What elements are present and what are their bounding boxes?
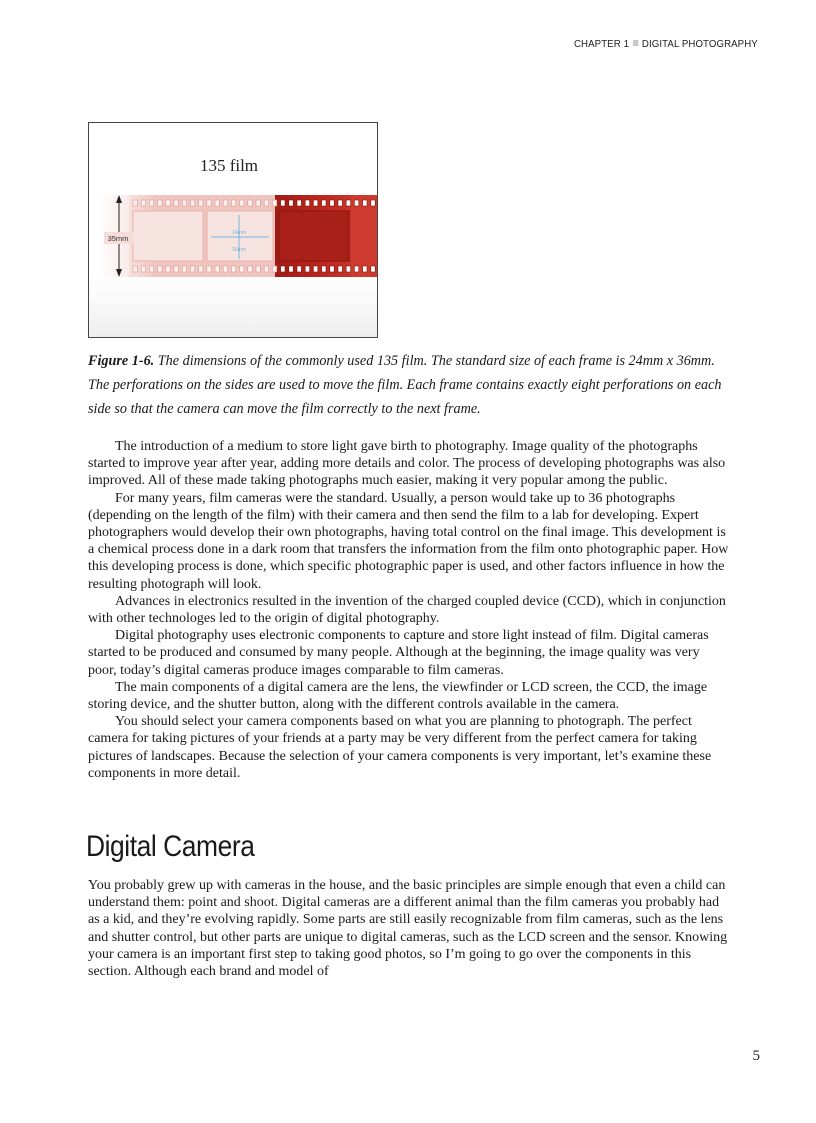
perforation <box>256 200 260 206</box>
body-text <box>88 438 730 782</box>
perforation <box>371 200 375 206</box>
perforation <box>264 200 268 206</box>
perforation <box>133 200 137 206</box>
perforation <box>354 200 358 206</box>
perforation <box>199 200 203 206</box>
perforation <box>215 266 219 272</box>
paragraph: Advances in electronics resulted in the invention of the charged coupled device (CCD), which in conjunction with other technologes led to the origin of digital photography. <box>88 593 726 627</box>
perforation <box>297 266 301 272</box>
perforation <box>149 266 153 272</box>
perforation <box>223 200 227 206</box>
frame-length-label: 36mm <box>232 247 246 253</box>
perforation <box>256 266 260 272</box>
chapter-title: DIGITAL PHOTOGRAPHY <box>642 38 758 50</box>
perforation <box>305 266 309 272</box>
perforation <box>141 266 145 272</box>
paragraph: You probably grew up with cameras in the house, and the basic principles are simple enough that even a child can understand them: point and shoot. Digital cameras are a different animal than the film cameras you probably had as a kid, and they’re evolving rapidly. Some parts are still easily recognizable from film cameras, such as the lens and shutter control, but other parts are unique to digital cameras, such as the LCD screen and the sensor. Knowing your camera is an important first step to taking good photos, so I’m going to go over the components in this section. Although each brand and model of <box>88 878 728 980</box>
perforation <box>313 266 317 272</box>
perforation <box>199 266 203 272</box>
perforation <box>223 266 227 272</box>
perforation <box>281 266 285 272</box>
page-number: 5 <box>752 1048 760 1064</box>
figure-title: 135 film <box>199 156 259 175</box>
perforation <box>141 200 145 206</box>
perforation <box>354 266 358 272</box>
perforation <box>133 266 137 272</box>
perforation <box>272 266 276 272</box>
perforation <box>330 266 334 272</box>
perforation <box>338 266 342 272</box>
perforation <box>240 200 244 206</box>
paragraph: The introduction of a medium to store light gave birth to photography. Image quality of the photographs started to improve year after year, adding more details and color. The process of developing photographs was also improved. All of these made taking photographs much easier, making it very popular among the public. <box>88 439 726 489</box>
perforation <box>174 266 178 272</box>
frame-width-label: 24mm <box>232 230 246 236</box>
perforation <box>297 200 301 206</box>
perforation <box>313 200 317 206</box>
perforation <box>330 200 334 206</box>
perforation <box>322 266 326 272</box>
perforation <box>182 200 186 206</box>
perforation <box>231 266 235 272</box>
film-figure <box>88 122 378 338</box>
perforation <box>248 266 252 272</box>
section-body <box>88 877 730 980</box>
perforation <box>305 200 309 206</box>
paragraph: You should select your camera components based on what you are planning to photograph. The perfect camera for taking pictures of your friends at a party may be very different from the perfect camera for taking pictures of landscapes. Because the selection of your camera components is very important, let’s examine these components in more detail. <box>88 714 712 781</box>
paragraph: Digital photography uses electronic components to capture and store light instead of film. Digital cameras started to be produced and consumed by many people. Although at the beginning, the image quality was very poor, today’s digital cameras produce images comparable to film cameras. <box>88 628 709 678</box>
paragraph: The main components of a digital camera are the lens, the viewfinder or LCD screen, the CCD, the image storing device, and the shutter button, along with the different controls available in the camera. <box>88 679 708 713</box>
perforation <box>207 200 211 206</box>
perforation <box>281 200 285 206</box>
figure-caption <box>88 349 738 421</box>
film-height-label: 35mm <box>107 234 129 243</box>
paragraph: For many years, film cameras were the standard. Usually, a person would take up to 36 photographs (depending on the length of the film) with their camera and then send the film to a lab for developing. Expert photographers would develop their own photographs, having total control on the final image. This development is a chemical process done in a dark room that transfers the information from the film onto photographic paper. How this developing process is done, which specific photographic paper is used, and other factors influence in how the resulting photograph will look. <box>88 490 729 592</box>
perforation <box>240 266 244 272</box>
separator-square-icon <box>633 40 639 46</box>
perforation <box>166 200 170 206</box>
perforation <box>338 200 342 206</box>
perforation <box>190 200 194 206</box>
running-header <box>574 38 758 50</box>
perforation <box>322 200 326 206</box>
perforation <box>149 200 153 206</box>
perforation <box>289 200 293 206</box>
perforation <box>174 200 178 206</box>
perforation <box>264 266 268 272</box>
perforation <box>166 266 170 272</box>
figure-shadow <box>89 273 377 337</box>
perforation <box>289 266 293 272</box>
perforation <box>207 266 211 272</box>
perforation <box>215 200 219 206</box>
perforation <box>182 266 186 272</box>
perforation <box>158 266 162 272</box>
perforation <box>346 266 350 272</box>
perforation <box>346 200 350 206</box>
perforation <box>272 200 276 206</box>
perforation <box>363 200 367 206</box>
perforation <box>158 200 162 206</box>
perforation <box>248 200 252 206</box>
film-diagram <box>89 123 377 337</box>
film-strip <box>97 195 377 277</box>
perforation <box>190 266 194 272</box>
section-heading: Digital Camera <box>86 830 255 863</box>
caption-text: The dimensions of the commonly used 135 film. The standard size of each frame is 24mm x 36mm. The perforations on the sides are used to move the film. Each frame contains exactly eight perforations on each side so that the camera can move the film correctly to the next frame. <box>88 353 722 417</box>
figure-label: Figure 1-6. <box>88 353 155 369</box>
perforation <box>231 200 235 206</box>
perforation <box>371 266 375 272</box>
chapter-label: CHAPTER 1 <box>574 38 630 50</box>
perforation <box>363 266 367 272</box>
